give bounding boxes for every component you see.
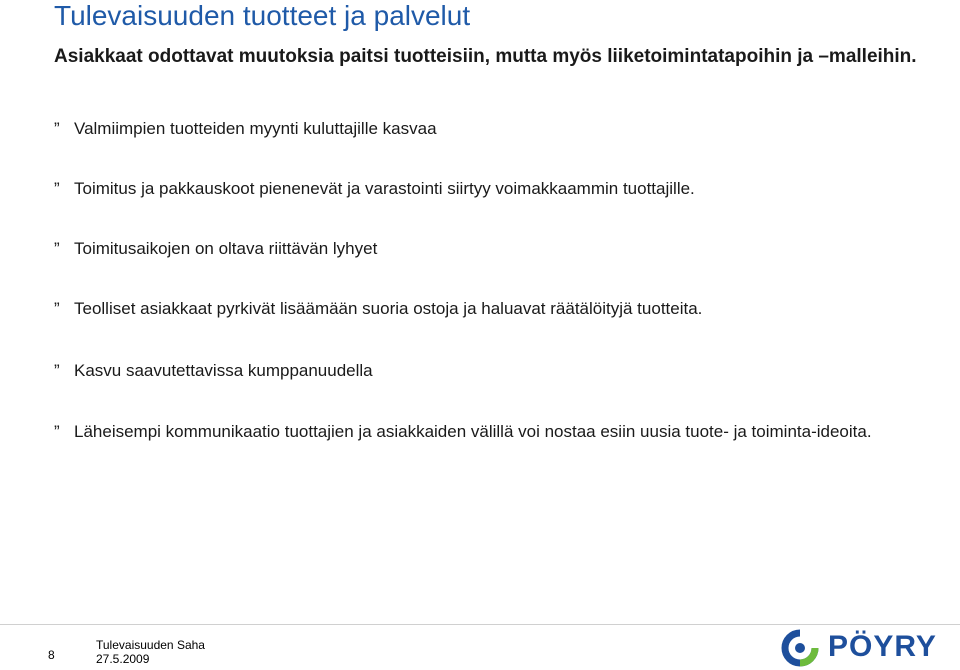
bullet-item [54, 298, 934, 320]
slide-title: Tulevaisuuden tuotteet ja palvelut [54, 0, 471, 31]
poyry-logo-icon [780, 629, 820, 667]
bullet-marker: ” [54, 361, 60, 380]
footer-divider [0, 624, 960, 625]
footer-info [96, 638, 205, 666]
bullet-text: Toimitusaikojen on oltava riittävän lyhyet [74, 239, 378, 258]
poyry-logo [776, 628, 956, 668]
bullet-marker: ” [54, 422, 60, 441]
bullet-item [54, 238, 934, 260]
bullet-item [54, 360, 934, 382]
bullet-text: Kasvu saavutettavissa kumppanuudella [74, 361, 373, 380]
logo-wordmark: PÖYRY [828, 630, 937, 663]
bullet-marker: ” [54, 179, 60, 198]
presentation-name: Tulevaisuuden Saha [96, 638, 205, 652]
presentation-date: 27.5.2009 [96, 652, 150, 666]
bullet-text: Läheisempi kommunikaatio tuottajien ja asiakkaiden välillä voi nostaa esiin uusia tuote- ja toiminta-ideoita. [74, 422, 872, 441]
bullet-item [54, 178, 934, 200]
bullet-text: Valmiimpien tuotteiden myynti kuluttajille kasvaa [74, 119, 437, 138]
bullet-marker: ” [54, 119, 60, 138]
bullet-item [54, 421, 934, 443]
bullet-marker: ” [54, 299, 60, 318]
bullet-item [54, 118, 934, 140]
slide-subtitle: Asiakkaat odottavat muutoksia paitsi tuotteisiin, mutta myös liiketoimintatapoihin ja –malleihin. [54, 46, 917, 67]
page-number: 8 [48, 648, 55, 662]
bullet-marker: ” [54, 239, 60, 258]
bullet-text: Teolliset asiakkaat pyrkivät lisäämään suoria ostoja ja haluavat räätälöityjä tuotteita. [74, 299, 703, 318]
bullet-text: Toimitus ja pakkauskoot pienenevät ja varastointi siirtyy voimakkaammin tuottajille. [74, 179, 695, 198]
